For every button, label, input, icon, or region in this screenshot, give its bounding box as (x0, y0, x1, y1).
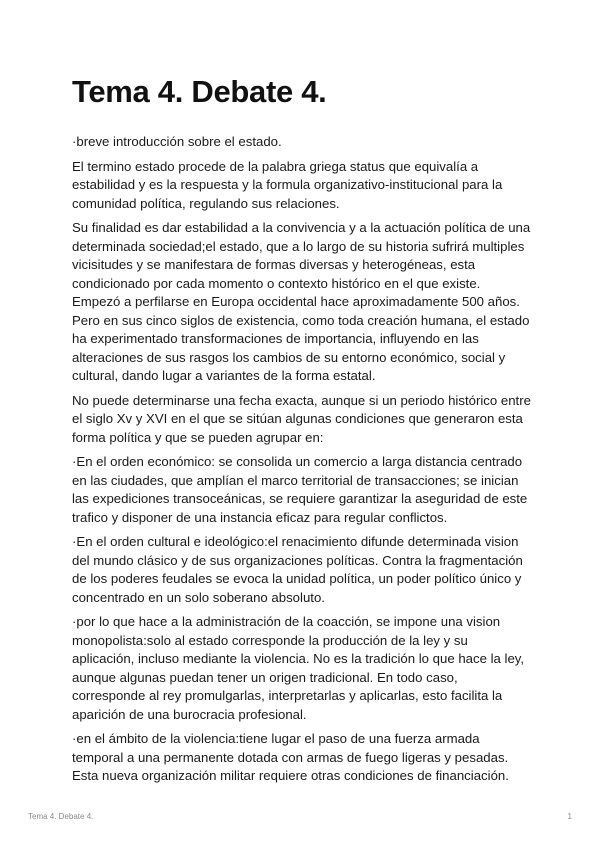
paragraph-economic-order: ·En el orden económico: se consolida un comercio a larga distancia centrado en las ciudades, que amplían el marco territorial de transacciones; se inician las expediciones transoceánicas, se requiere garantizar la aseguridad de este trafico y disponer de una instancia eficaz para regular conflictos. (72, 454, 528, 525)
paragraph-origin-period: No puede determinarse una fecha exacta, aunque si un periodo histórico entre el siglo Xv y XVI en el que se sitúan algunas condiciones que generaron esta forma política y que se pueden agrupar en: (72, 392, 531, 445)
document-body (72, 133, 532, 792)
paragraph-violence: ·en el ámbito de la violencia:tiene lugar el paso de una fuerza armada temporal a una permanente dotada con armas de fuego ligeras y pesadas. Esta nueva organización militar requiere otras condiciones de financiación. (72, 731, 509, 783)
paragraph-cultural-order: ·En el orden cultural e ideológico:el renacimiento difunde determinada vision del mundo clásico y de sus organizaciones políticas. Contra la fragmentación de los poderes feudales se evoca la unidad política, un poder político único y concentrado en un solo soberano absoluto. (72, 534, 523, 605)
page-title: Tema 4. Debate 4. (72, 74, 327, 109)
paragraph-intro: ·breve introducción sobre el estado. (72, 134, 282, 149)
paragraph-coercion: ·por lo que hace a la administración de la coacción, se impone una vision monopolista:solo al estado corresponde la producción de la ley y su aplicación, incluso mediante la violencia. No es la tradición lo que hace la ley, aunque algunas puedan tener un origen tradicional. En todo caso, corresponde al rey promulgarlas, interpretarlas y aplicarlas, esto facilita la aparición de una burocracia profesional. (72, 614, 525, 722)
footer-title: Tema 4. Debate 4. (28, 812, 94, 821)
paragraph-etymology: El termino estado procede de la palabra griega status que equivalía a estabilidad y es la respuesta y la formula organizativo-institucional para la comunidad política, regulando sus relaciones. (72, 158, 503, 211)
paragraph-purpose: Su finalidad es dar estabilidad a la convivencia y a la actuación política de una determinada sociedad;el estado, que a lo largo de su historia sufrirá multiples vicisitudes y se manifestara de formas diversas y heterogéneas, esta condicionado por cada momento o contexto histórico en el que existe. Empezó a perfilarse en Europa occidental hace aproximadamente 500 años. Pero en sus cinco siglos de existencia, como toda creación humana, el estado ha experimentado transformaciones de importancia, influyendo en las alteraciones de sus rasgos los cambios de su entorno económico, social y cultural, dando lugar a variantes de la forma estatal. (72, 220, 531, 383)
page-number: 1 (567, 812, 572, 821)
